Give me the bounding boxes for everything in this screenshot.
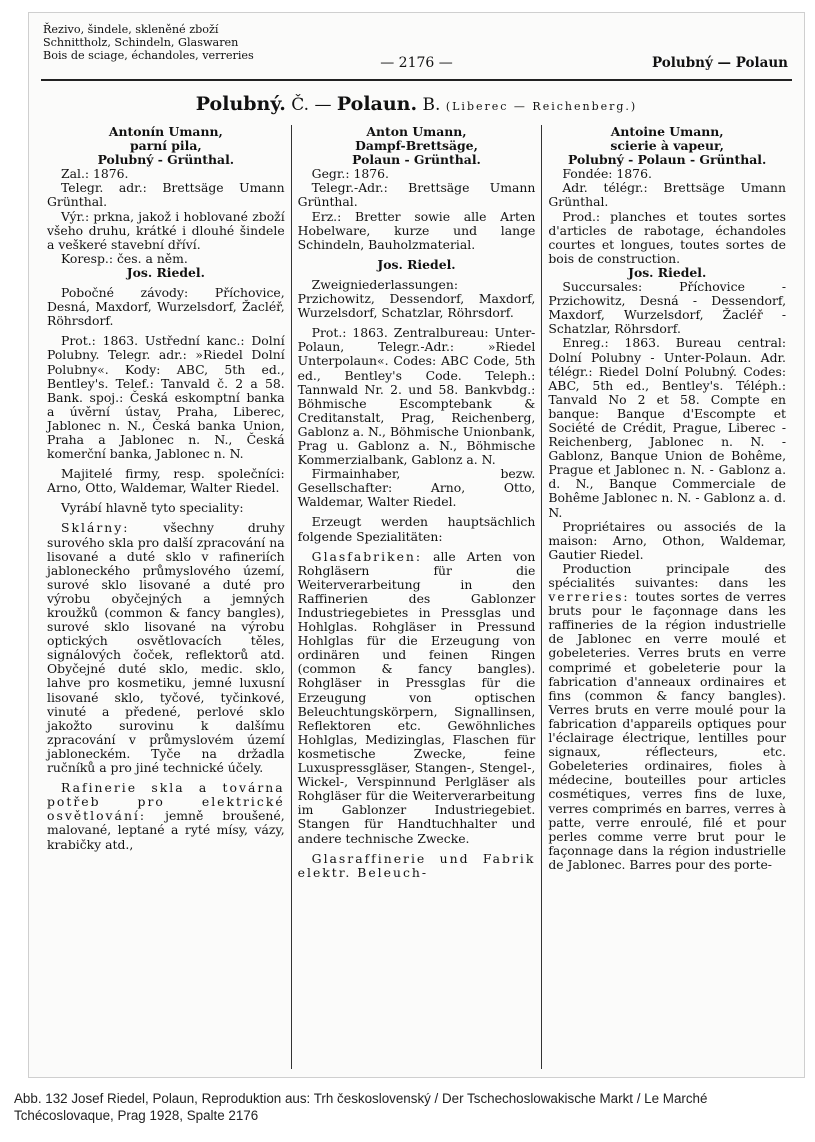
col2-branches: Zweigniederlassungen: Przichowitz, Dessendorf, Maxdorf, Wurzelsdorf, Schatzlar, Röhrsdorf. — [297, 276, 536, 321]
col2-owners: Firmainhaber, bezw. Gesellschafter: Arno, Otto, Waldemar, Walter Riedel. — [297, 466, 536, 510]
column-french — [541, 125, 792, 1069]
col2-heading-2: Dampf-Brettsäge, — [355, 138, 478, 154]
col3-branches: Succursales: Příchovice - Przichowitz, Desná - Dessendorf, Maxdorf, Wurzelsdorf, Žacléř - Schatzlar, Röhrsdorf. — [548, 279, 787, 337]
col3-owners: Propriétaires ou associés de la maison: Arno, Othon, Waldemar, Gautier Riedel. — [548, 518, 787, 562]
header-rule — [41, 79, 792, 81]
col2-refinery: Glasraffinerie und Fabrik elektr. Beleuch- — [297, 850, 536, 880]
col3-registration: Enreg.: 1863. Bureau central: Dolní Polubny - Unter-Polaun. Adr. télégr.: Riedel Dolní Polubný. Codes: ABC, 5th ed., Bentley's. Téléph.: Tanvald No 2 et 58. Compte en banque: Banque d'Escompte et Société de Crédit, Prague, Liberec - Reichenberg, Jablonec n. N. - Gablonz, Banque Union de Bohême, Prague et Jablonec n. N. - Gablonz a. d. N., Banque Commerciale de Bohême Jablonec n. N. - Gablonz a. d. N. — [548, 335, 787, 520]
columns — [41, 125, 792, 1069]
col3-products: Prod.: planches et toutes sortes d'articles de rabotage, échandoles courtes et longues, toutes sortes de bois de construction. — [548, 208, 787, 266]
col1-correspondence: Koresp.: čes. a něm. — [61, 250, 188, 266]
col3-heading-1: Antoine Umann, — [610, 125, 724, 139]
col1-products: Výr.: prkna, jakož i hoblované zboží všeho druhu, krátké i dlouhé šindele a veškeré stavební dříví. — [47, 208, 285, 252]
col2-specialities-intro: Erzeugt werden hauptsächlich folgende Spezialitäten: — [297, 514, 536, 544]
col2-glassworks-label: Glasfabriken: — [311, 548, 423, 564]
col1-glassworks-label: Sklárny: — [61, 520, 130, 536]
page-title — [29, 93, 804, 115]
figure-caption: Abb. 132 Josef Riedel, Polaun, Reproduktion aus: Trh československý / Der Tschechoslowakische Markt / Le Marché Tchécoslovaque, Prag 1928, Spalte 2176 — [14, 1091, 708, 1123]
col3-verreries-label: verreries: — [548, 589, 630, 605]
page-number: — 2176 — — [380, 55, 453, 71]
header-line-cs: Řezivo, šindele, skleněné zboží — [43, 23, 219, 36]
title-dash: — — [314, 95, 332, 115]
col3-production-intro: Production principale des spécialités suivantes: dans les — [548, 560, 787, 590]
title-c: Č. — [291, 95, 310, 115]
col1-owners: Majitelé firmy, resp. společníci: Arno, Otto, Waldemar, Walter Riedel. — [47, 466, 285, 496]
col2-heading-3: Polaun - Grünthal. — [352, 152, 481, 168]
col1-heading-2: parní pila, — [130, 138, 202, 154]
header-line-fr: Bois de sciage, échandoles, verreries — [43, 49, 254, 62]
col3-heading-3: Polubný - Polaun - Grünthal. — [568, 152, 767, 168]
col1-glassworks-text: všechny druhy surového skla pro další zpracování na lisované a duté sklo v rafineriích jabloneckého průmyslového území, surové sklo lisované a duté pro výrobu obyčejných a jemných kroužků (common & fancy bangles), surové sklo lisované na výrobu optických osvětlovacích těles, signálových čoček, reflektorů atd. Obyčejné duté sklo, medic. sklo, lahve pro kosmetiku, jemné luxusní lisované sklo, tyčové, tyčinkové, vinuté a předené, perlové sklo jakožto surovinu k dalšímu zpracování v průmyslovém území jabloneckém. Tyče na držadla ručníků a pro jiné technické účely. — [47, 520, 285, 776]
title-b: B. — [422, 95, 441, 115]
column-german — [291, 125, 542, 1069]
col3-heading-2: scierie à vapeur, — [610, 138, 724, 154]
col2-glassworks — [298, 550, 536, 846]
col1-specialities-intro: Vyrábí hlavně tyto speciality: — [61, 500, 244, 516]
col3-production-text: toutes sortes de verres bruts pour le façonnage dans les raffineries de la région industrielle de Jablonec en verre moulé et gobeleteries. Verres bruts en verre comprimé et gobeleterie pour la fabrication d'anneaux ordinaires et fins (common & fancy bangles). Verres bruts en verre moulé pour la fabrication d'appareils optiques pour l'éclairage électrique, lentilles pour signaux, réflecteurs, etc. Gobeleteries ordinaires, fioles à médecine, bouteilles pour articles cosmétiques, verres fins de luxe, verres comprimés en barres, verres à patte, verre enroulé, filé et pour perles comme verre brut pour le façonnage dans la région industrielle de Jablonec. Barres pour des porte- — [548, 589, 787, 872]
col1-branches: Pobočné závody: Příchovice, Desná, Maxdorf, Wurzelsdorf, Žacléř, Röhrsdorf. — [47, 285, 285, 329]
column-czech — [41, 125, 291, 1069]
col1-heading-3: Polubný - Grünthal. — [97, 152, 235, 168]
col1-refinery-label: Rafinerie skla a továrna potřeb pro elektrické osvětlování: — [47, 780, 285, 824]
col1-telegram: Telegr. adr.: Brettsäge Umann Grünthal. — [47, 180, 285, 210]
col2-products: Erz.: Bretter sowie alle Arten Hobelware, kurze und lange Schindeln, Bauholzmaterial. — [297, 208, 536, 252]
header-line-de: Schnittholz, Schindeln, Glaswaren — [43, 36, 239, 49]
col1-glassworks — [47, 521, 285, 775]
col2-heading-1: Anton Umann, — [366, 125, 467, 139]
col2-registration: Prot.: 1863. Zentralbureau: Unter-Polaun, Telegr.-Adr.: »Riedel Unterpolaun«. Codes: ABC Code, 5th ed., Bentley's Code. Teleph.: Tannwald Nr. 2. und 58. Bankvbdg.: Böhmische Escomptebank & Creditanstalt, Prag, Reichenberg, Gablonz a. N., Böhmische Unionbank, Prag u. Gablonz a. N., Böhmische Kommerzialbank, Gablonz a. N. — [297, 325, 536, 468]
col1-refinery — [47, 781, 285, 851]
col3-founded: Fondée: 1876. — [562, 166, 652, 182]
col3-heading-riedel: Jos. Riedel. — [628, 264, 707, 280]
col2-founded: Gegr.: 1876. — [311, 166, 389, 182]
col3-telegram: Adr. télégr.: Brettsäge Umann Grünthal. — [548, 180, 787, 210]
header-right: Polubný — Polaun — [651, 55, 788, 71]
col2-heading-riedel: Jos. Riedel. — [377, 256, 456, 272]
col1-founded: Zal.: 1876. — [61, 166, 129, 182]
title-second: Polaun. — [336, 93, 418, 115]
col1-heading-1: Antonín Umann, — [108, 125, 223, 139]
col1-refinery-text: jemně broušené, malované, leptané a ryté mísy, vázy, krabičky atd., — [47, 808, 285, 852]
col2-glassworks-text: alle Arten von Rohgläsern für die Weiterverarbeitung in den Raffinerien des Gablonzer Industriegebietes in Pressglas und Hohlglas. Rohgläser in Pressund Hohlglas für die Erzeugung von ordinären und feinen Ringen (common & fancy bangles). Rohgläser in Pressglas für die Erzeugung von optischen Beleuchtungskörpern, Signallinsen, Reflektoren etc. Gewöhnliches Hohlglas, Medizinglas, Flaschen für kosmetische Zwecke, feine Luxuspressgläser, Stangen-, Stengel-, Wickel-, Verspinnund Perlgläser als Rohgläser für die Weiterverarbeitung im Gablonzer Industriegebiet. Stangen für Handtuchhalter und andere technische Zwecke. — [297, 548, 536, 846]
col2-telegram: Telegr.-Adr.: Brettsäge Umann Grünthal. — [297, 180, 536, 210]
col3-production — [548, 562, 786, 872]
scanned-page — [28, 12, 805, 1078]
title-main: Polubný. — [195, 93, 286, 115]
col1-heading-riedel: Jos. Riedel. — [126, 264, 205, 280]
title-sub: (Liberec — Reichenberg.) — [445, 100, 638, 113]
col1-registration: Prot.: 1863. Ustřední kanc.: Dolní Polubny. Telegr. adr.: »Riedel Dolní Polubny«. Kody: ABC, 5th ed., Bentley's. Telef.: Tanvald č. 2 a 58. Bank. spoj.: Česká eskomptní banka a úvěrní ústav, Praha, Liberec, Jablonec n. N., Česká banka Union, Praha a Jablonec n. N., Česká komerční banka, Jablonec n. N. — [47, 333, 285, 462]
